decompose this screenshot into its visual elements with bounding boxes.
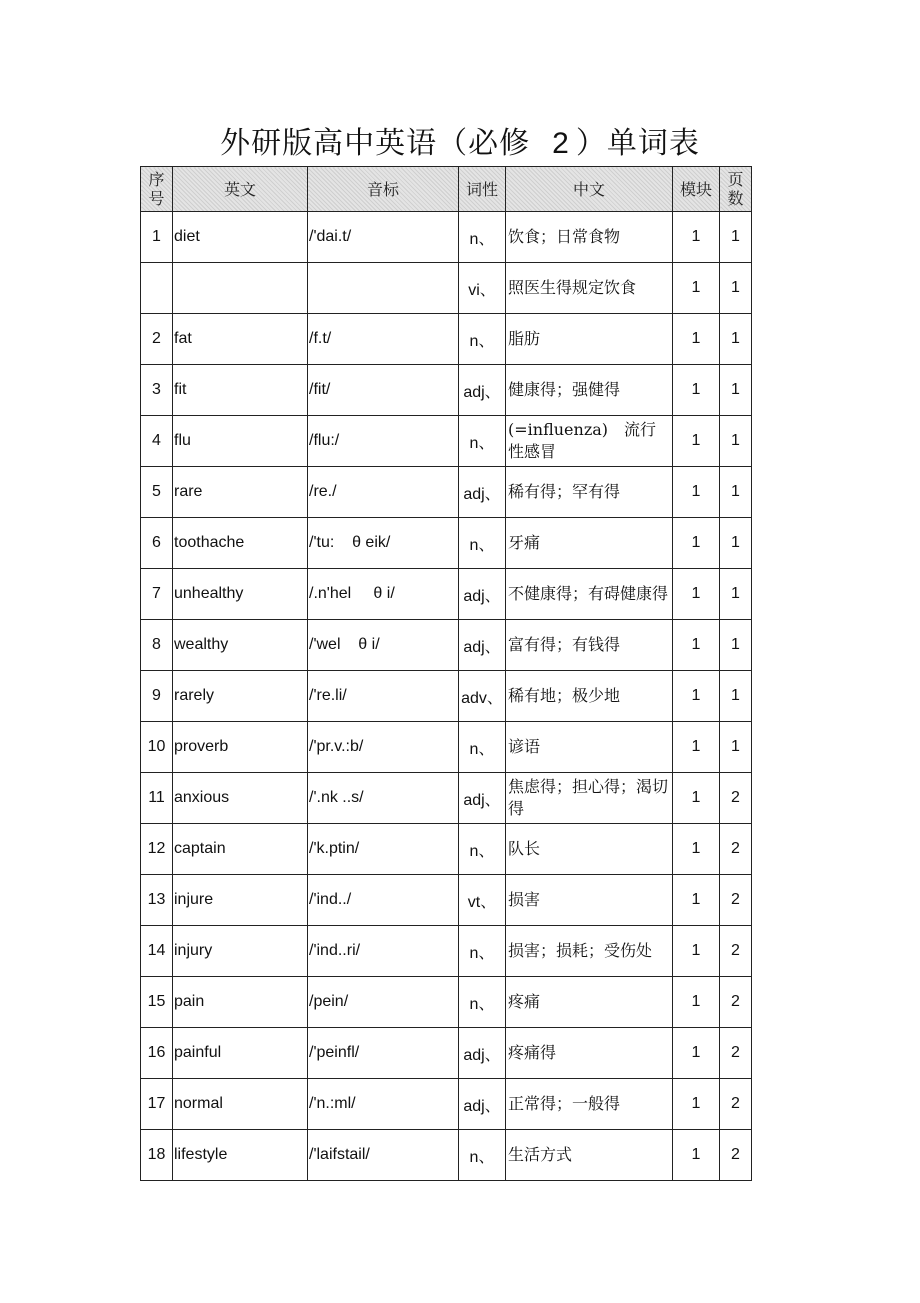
- chinese-meaning: [506, 977, 673, 1028]
- header-chinese: 中文: [506, 167, 673, 212]
- module-number: 1: [673, 926, 720, 977]
- part-of-speech: n、: [459, 416, 506, 467]
- chinese-meaning: [506, 773, 673, 824]
- chinese-text: 队长: [508, 839, 541, 858]
- module-number: 1: [673, 416, 720, 467]
- table-row: [141, 722, 752, 773]
- chinese-meaning: [506, 875, 673, 926]
- module-number: 1: [673, 875, 720, 926]
- row-index: 10: [141, 722, 173, 773]
- header-index: 序号: [141, 167, 173, 212]
- page-number: 1: [720, 212, 752, 263]
- chinese-meaning: [506, 926, 673, 977]
- english-word: anxious: [173, 773, 308, 824]
- page-number: 1: [720, 722, 752, 773]
- chinese-text: 谚语: [508, 737, 541, 756]
- page-number: 1: [720, 620, 752, 671]
- chinese-meaning: [506, 671, 673, 722]
- page-number: 1: [720, 365, 752, 416]
- page-number: 1: [720, 467, 752, 518]
- chinese-meaning: [506, 314, 673, 365]
- page-number: 1: [720, 314, 752, 365]
- row-index: 13: [141, 875, 173, 926]
- table-row: [141, 824, 752, 875]
- phonetic: /'pr.v.:b/: [308, 722, 459, 773]
- part-of-speech: vt、: [459, 875, 506, 926]
- page-number: 2: [720, 926, 752, 977]
- part-of-speech: n、: [459, 1130, 506, 1181]
- phonetic: /pein/: [308, 977, 459, 1028]
- module-number: 1: [673, 671, 720, 722]
- table-row: [141, 569, 752, 620]
- table-row: [141, 314, 752, 365]
- chinese-meaning: [506, 263, 673, 314]
- row-index: 15: [141, 977, 173, 1028]
- chinese-text: 饮食；日常食物: [508, 227, 621, 246]
- english-word: proverb: [173, 722, 308, 773]
- table-row: [141, 671, 752, 722]
- table-row: [141, 263, 752, 314]
- module-number: 1: [673, 722, 720, 773]
- english-word: normal: [173, 1079, 308, 1130]
- row-index: 11: [141, 773, 173, 824]
- phonetic: /'.nk ..s/: [308, 773, 459, 824]
- row-index: 6: [141, 518, 173, 569]
- row-index: 7: [141, 569, 173, 620]
- module-number: 1: [673, 365, 720, 416]
- part-of-speech: adj、: [459, 1079, 506, 1130]
- part-of-speech: n、: [459, 314, 506, 365]
- chinese-text: 损害；损耗；受伤处: [508, 941, 653, 960]
- header-english: 英文: [173, 167, 308, 212]
- part-of-speech: adj、: [459, 773, 506, 824]
- part-of-speech: adj、: [459, 569, 506, 620]
- row-index: 14: [141, 926, 173, 977]
- chinese-text: (=influenza) 流行性感冒: [508, 420, 657, 461]
- chinese-meaning: [506, 212, 673, 263]
- part-of-speech: vi、: [459, 263, 506, 314]
- table-row: [141, 773, 752, 824]
- chinese-text: 疼痛: [508, 992, 541, 1011]
- chinese-meaning: [506, 620, 673, 671]
- module-number: 1: [673, 1079, 720, 1130]
- chinese-text: 健康得；强健得: [508, 380, 621, 399]
- part-of-speech: n、: [459, 977, 506, 1028]
- chinese-text: 损害: [508, 890, 541, 909]
- row-index: 17: [141, 1079, 173, 1130]
- english-word: diet: [173, 212, 308, 263]
- header-phonetic: 音标: [308, 167, 459, 212]
- chinese-text: 稀有地；极少地: [508, 686, 621, 705]
- english-word: fit: [173, 365, 308, 416]
- chinese-meaning: [506, 824, 673, 875]
- chinese-text: 疼痛得: [508, 1043, 557, 1062]
- english-word: captain: [173, 824, 308, 875]
- phonetic: /'tu: θ eik/: [308, 518, 459, 569]
- part-of-speech: n、: [459, 824, 506, 875]
- row-index: 12: [141, 824, 173, 875]
- row-index: 2: [141, 314, 173, 365]
- phonetic: /'n.:ml/: [308, 1079, 459, 1130]
- phonetic: /flu:/: [308, 416, 459, 467]
- chinese-meaning: [506, 722, 673, 773]
- table-row: [141, 518, 752, 569]
- header-module: 模块: [673, 167, 720, 212]
- module-number: 1: [673, 263, 720, 314]
- row-index: [141, 263, 173, 314]
- english-word: lifestyle: [173, 1130, 308, 1181]
- part-of-speech: n、: [459, 722, 506, 773]
- vocabulary-table: [140, 166, 752, 1181]
- phonetic: /fit/: [308, 365, 459, 416]
- page-number: 1: [720, 569, 752, 620]
- chinese-text: 不健康得；有碍健康得: [508, 584, 668, 603]
- english-word: painful: [173, 1028, 308, 1079]
- part-of-speech: adj、: [459, 620, 506, 671]
- phonetic: /'wel θ i/: [308, 620, 459, 671]
- table-row: [141, 212, 752, 263]
- part-of-speech: adj、: [459, 467, 506, 518]
- english-word: flu: [173, 416, 308, 467]
- module-number: 1: [673, 773, 720, 824]
- chinese-meaning: [506, 1028, 673, 1079]
- row-index: 3: [141, 365, 173, 416]
- english-word: [173, 263, 308, 314]
- english-word: injury: [173, 926, 308, 977]
- phonetic: /re./: [308, 467, 459, 518]
- chinese-meaning: [506, 518, 673, 569]
- part-of-speech: adv、: [459, 671, 506, 722]
- phonetic: /'peinfl/: [308, 1028, 459, 1079]
- module-number: 1: [673, 620, 720, 671]
- chinese-text: 富有得；有钱得: [508, 635, 621, 654]
- module-number: 1: [673, 824, 720, 875]
- chinese-meaning: [506, 569, 673, 620]
- page-number: 2: [720, 977, 752, 1028]
- table-row: [141, 467, 752, 518]
- english-word: unhealthy: [173, 569, 308, 620]
- part-of-speech: n、: [459, 926, 506, 977]
- table-row: [141, 1079, 752, 1130]
- chinese-text: 稀有得；罕有得: [508, 482, 621, 501]
- title-prefix: 外研版高中英语（必修: [220, 126, 531, 161]
- table-row: [141, 416, 752, 467]
- header-pos: 词性: [459, 167, 506, 212]
- page-number: 1: [720, 518, 752, 569]
- phonetic: /'dai.t/: [308, 212, 459, 263]
- table-row: [141, 1130, 752, 1181]
- part-of-speech: adj、: [459, 1028, 506, 1079]
- chinese-text: 照医生得规定饮食: [508, 278, 637, 297]
- chinese-text: 脂肪: [508, 329, 541, 348]
- module-number: 1: [673, 518, 720, 569]
- phonetic: /'ind..ri/: [308, 926, 459, 977]
- module-number: 1: [673, 569, 720, 620]
- row-index: 16: [141, 1028, 173, 1079]
- part-of-speech: adj、: [459, 365, 506, 416]
- chinese-text: 生活方式: [508, 1145, 573, 1164]
- english-word: toothache: [173, 518, 308, 569]
- row-index: 5: [141, 467, 173, 518]
- module-number: 1: [673, 212, 720, 263]
- table-row: [141, 620, 752, 671]
- table-row: [141, 365, 752, 416]
- chinese-meaning: [506, 1130, 673, 1181]
- english-word: wealthy: [173, 620, 308, 671]
- page-title: [0, 118, 920, 162]
- chinese-meaning: [506, 365, 673, 416]
- table-row: [141, 875, 752, 926]
- module-number: 1: [673, 1028, 720, 1079]
- module-number: 1: [673, 467, 720, 518]
- chinese-text: 正常得；一般得: [508, 1094, 621, 1113]
- phonetic: /'k.ptin/: [308, 824, 459, 875]
- english-word: rarely: [173, 671, 308, 722]
- english-word: injure: [173, 875, 308, 926]
- row-index: 4: [141, 416, 173, 467]
- table-row: [141, 926, 752, 977]
- table-row: [141, 1028, 752, 1079]
- page-number: 2: [720, 1130, 752, 1181]
- page-number: 2: [720, 875, 752, 926]
- row-index: 9: [141, 671, 173, 722]
- page-number: 2: [720, 824, 752, 875]
- phonetic: /.n'hel θ i/: [308, 569, 459, 620]
- title-number: 2: [552, 127, 570, 160]
- table-header-row: [141, 167, 752, 212]
- page-number: 1: [720, 416, 752, 467]
- phonetic: /'re.li/: [308, 671, 459, 722]
- page-number: 2: [720, 1028, 752, 1079]
- phonetic: /f.t/: [308, 314, 459, 365]
- chinese-meaning: [506, 416, 673, 467]
- phonetic: /'ind../: [308, 875, 459, 926]
- row-index: 18: [141, 1130, 173, 1181]
- english-word: rare: [173, 467, 308, 518]
- part-of-speech: n、: [459, 212, 506, 263]
- chinese-meaning: [506, 467, 673, 518]
- table-row: [141, 977, 752, 1028]
- page-number: 1: [720, 263, 752, 314]
- page-number: 1: [720, 671, 752, 722]
- english-word: pain: [173, 977, 308, 1028]
- module-number: 1: [673, 1130, 720, 1181]
- page-number: 2: [720, 1079, 752, 1130]
- chinese-text: 牙痛: [508, 533, 541, 552]
- page-number: 2: [720, 773, 752, 824]
- row-index: 1: [141, 212, 173, 263]
- table-body: [141, 212, 752, 1181]
- title-suffix: ）单词表: [575, 126, 700, 161]
- header-page: 页数: [720, 167, 752, 212]
- chinese-text: 焦虑得；担心得；渴切得: [508, 777, 668, 818]
- module-number: 1: [673, 977, 720, 1028]
- row-index: 8: [141, 620, 173, 671]
- phonetic: [308, 263, 459, 314]
- chinese-meaning: [506, 1079, 673, 1130]
- phonetic: /'laifstail/: [308, 1130, 459, 1181]
- english-word: fat: [173, 314, 308, 365]
- module-number: 1: [673, 314, 720, 365]
- part-of-speech: n、: [459, 518, 506, 569]
